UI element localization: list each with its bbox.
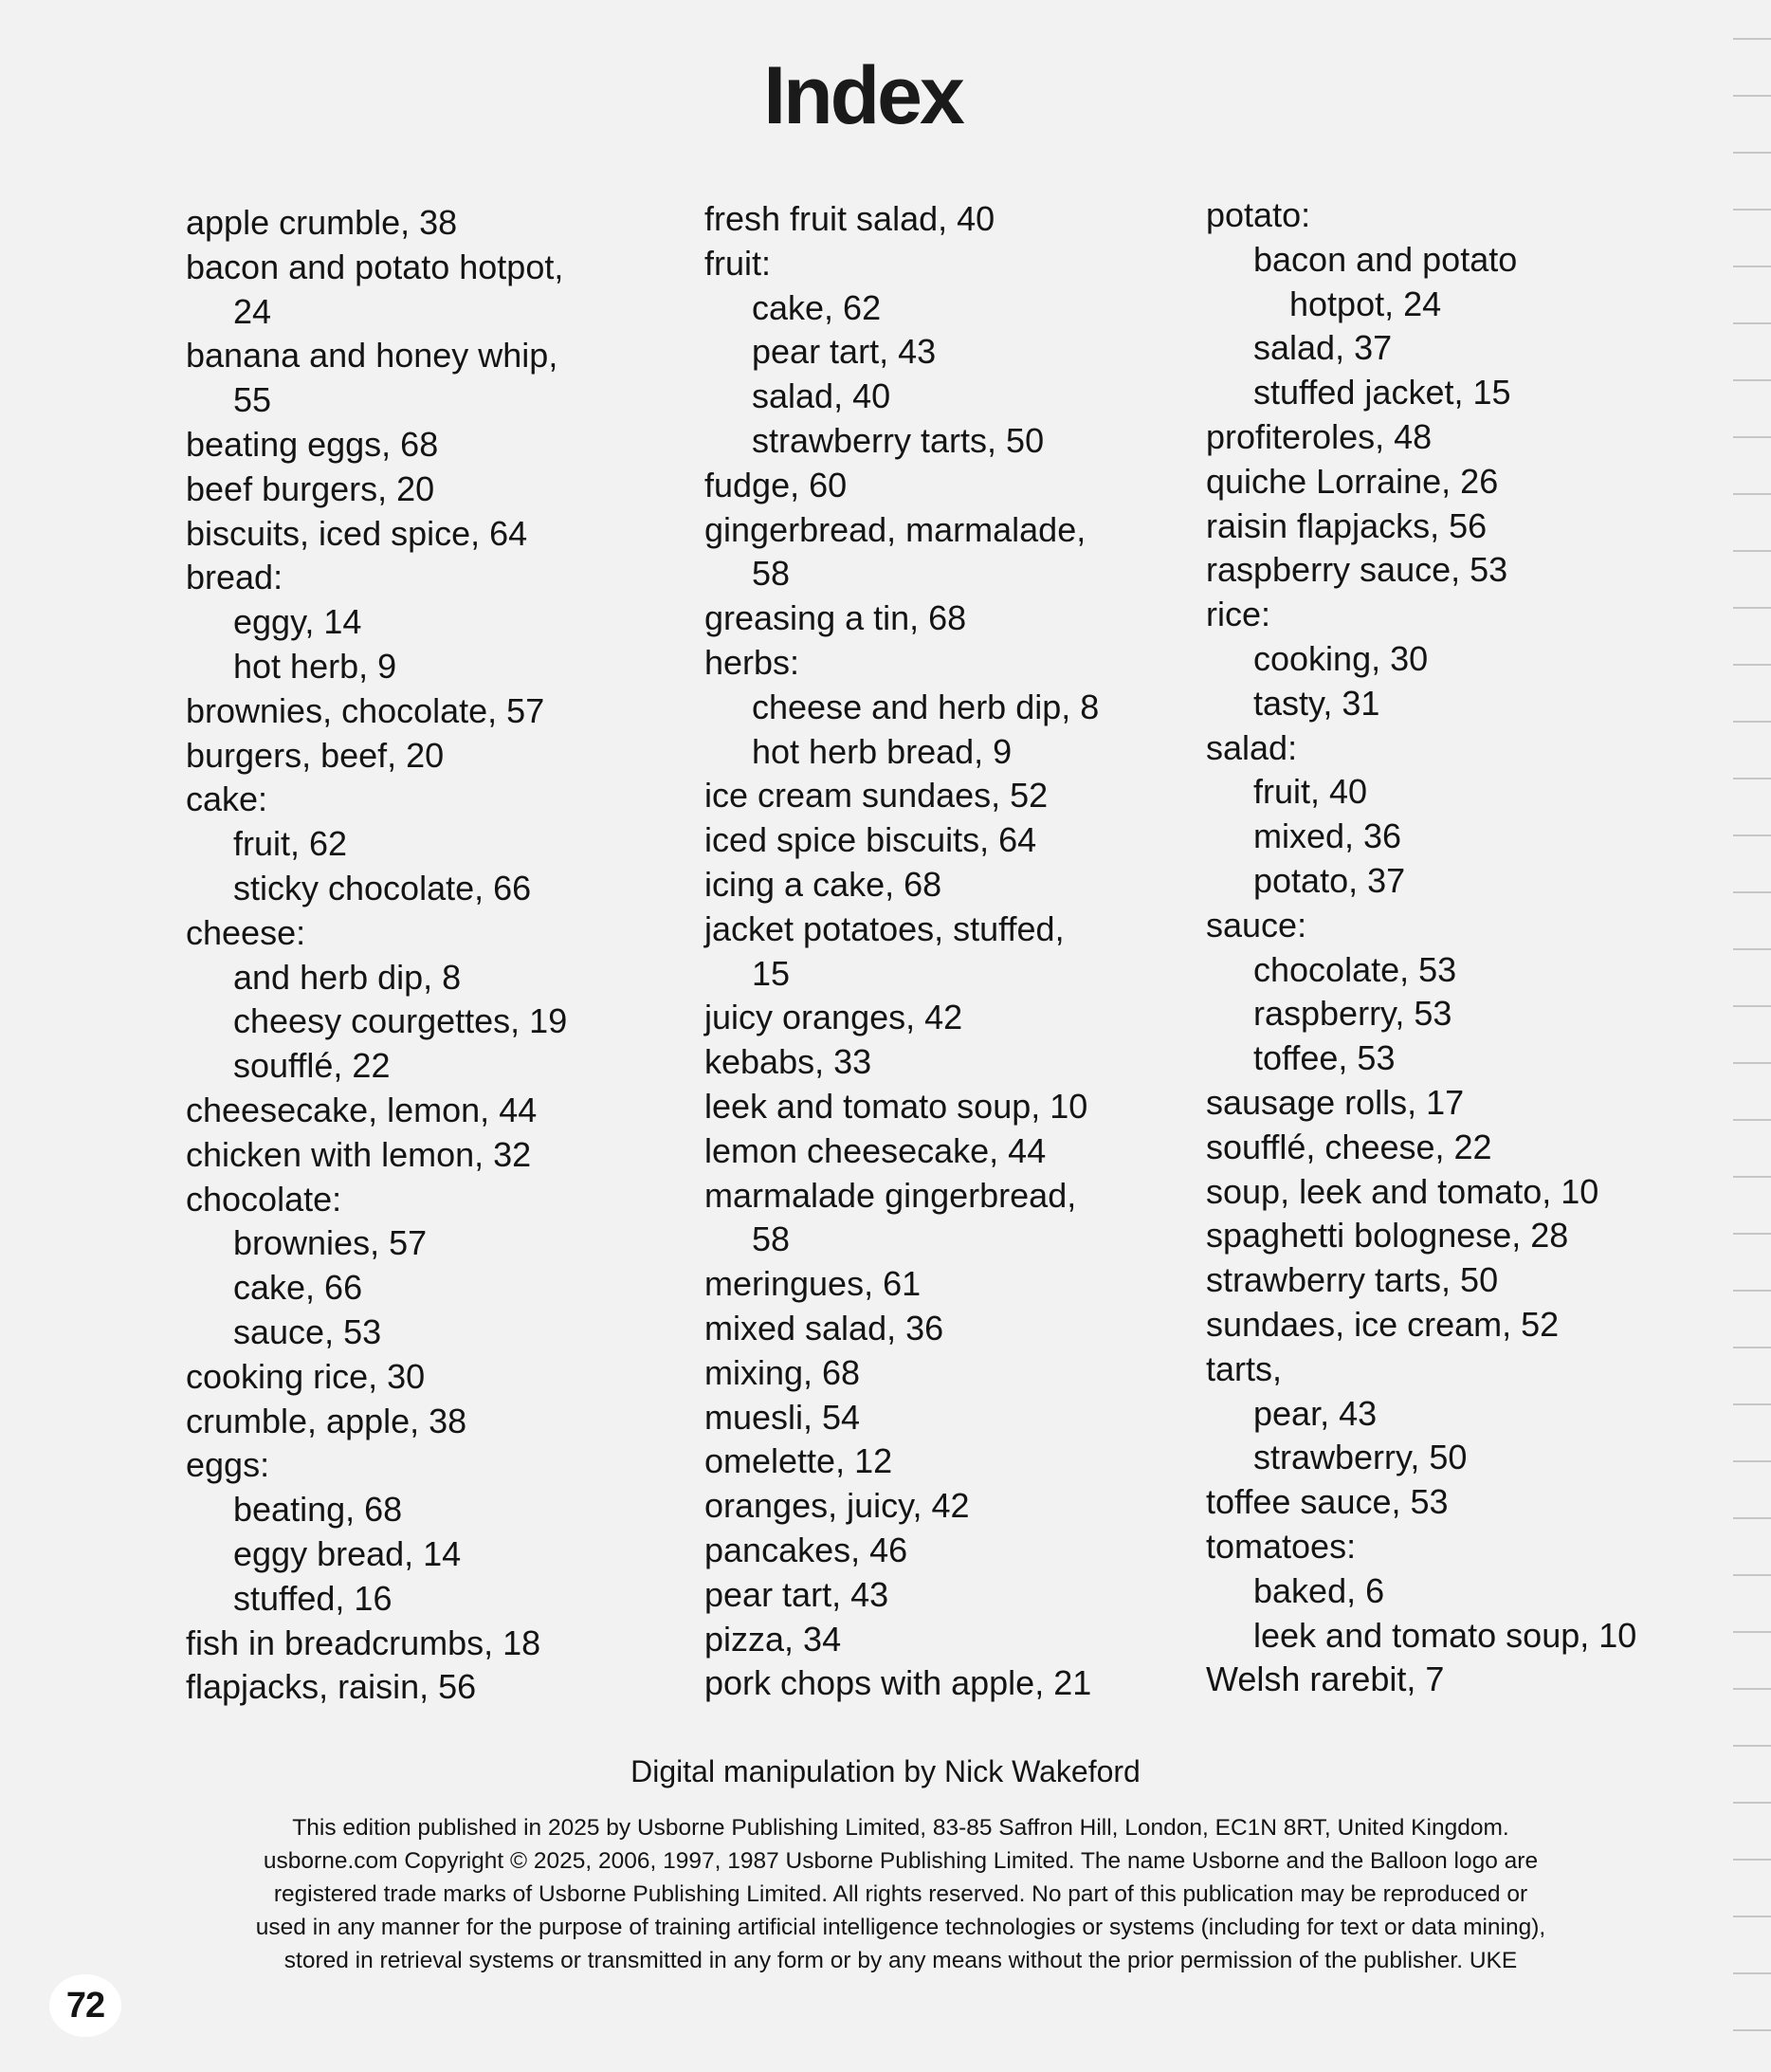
index-entry: cheese: [186, 912, 306, 952]
index-entry: fresh fruit salad, 40 [704, 199, 995, 238]
index-entry: pizza, 34 [704, 1619, 842, 1659]
index-column-2 [704, 197, 1099, 1706]
index-entry: lemon cheesecake, 44 [704, 1130, 1047, 1170]
index-subentry: soufflé, 22 [233, 1046, 391, 1086]
index-entry: brownies, chocolate, 57 [186, 690, 545, 730]
index-entry: spaghetti bolognese, 28 [1206, 1216, 1569, 1256]
legal-line: usborne.com Copyright © 2025, 2006, 1997, 1987 Usborne Publishing Limited. The name Usborne and the Balloon logo are [263, 1848, 1539, 1874]
index-entry: burgers, beef, 20 [186, 735, 445, 775]
index-entry: quiche Lorraine, 26 [1206, 461, 1499, 501]
index-entry: toffee sauce, 53 [1206, 1482, 1449, 1522]
index-entry: soup, leek and tomato, 10 [1206, 1171, 1599, 1211]
index-subentry: 24 [233, 291, 272, 331]
index-entry: rice: [1206, 595, 1271, 634]
index-entry: mixing, 68 [704, 1352, 861, 1392]
index-subentry: raspberry, 53 [1253, 994, 1452, 1034]
index-subentry: pear tart, 43 [752, 332, 937, 372]
credit-line: Digital manipulation by Nick Wakeford [630, 1754, 1141, 1788]
index-entry: omelette, 12 [704, 1441, 893, 1481]
index-entry: bread: [186, 558, 283, 597]
index-entry: kebabs, 33 [704, 1042, 872, 1082]
index-entry: profiteroles, 48 [1206, 416, 1433, 456]
index-entry: tomatoes: [1206, 1526, 1357, 1566]
index-entry: apple crumble, 38 [186, 203, 458, 242]
index-entry: pork chops with apple, 21 [704, 1663, 1092, 1703]
index-entry: gingerbread, marmalade, [704, 509, 1086, 549]
index-subentry: hotpot, 24 [1289, 284, 1442, 323]
index-subentry: fruit, 40 [1253, 772, 1368, 812]
index-entry: eggs: [186, 1445, 270, 1485]
index-entry: fish in breadcrumbs, 18 [186, 1623, 541, 1662]
index-subentry: cake, 62 [752, 287, 882, 327]
index-subentry: mixed, 36 [1253, 816, 1402, 856]
index-subentry: pear, 43 [1253, 1393, 1378, 1433]
index-subentry: hot herb bread, 9 [752, 731, 1013, 771]
index-subentry: sticky chocolate, 66 [233, 868, 532, 908]
index-entry: marmalade gingerbread, [704, 1175, 1077, 1215]
index-entry: potato: [1206, 195, 1311, 234]
index-entry: muesli, 54 [704, 1397, 861, 1437]
index-subentry: bacon and potato [1253, 239, 1518, 279]
index-column-3 [1206, 193, 1636, 1702]
index-subentry: 15 [752, 953, 791, 993]
index-subentry: and herb dip, 8 [233, 957, 462, 997]
index-entry: tarts, [1206, 1348, 1283, 1388]
index-subentry: eggy bread, 14 [233, 1533, 462, 1573]
index-subentry: salad, 40 [752, 376, 891, 416]
index-subentry: cheese and herb dip, 8 [752, 687, 1100, 726]
legal-line: This edition published in 2025 by Usborne Publishing Limited, 83-85 Saffron Hill, London, EC1N 8RT, United Kingdom. [292, 1815, 1509, 1841]
index-entry: meringues, 61 [704, 1264, 922, 1304]
index-entry: cheesecake, lemon, 44 [186, 1090, 538, 1129]
index-entry: herbs: [704, 642, 800, 682]
index-entry: greasing a tin, 68 [704, 598, 967, 638]
index-entry: leek and tomato soup, 10 [704, 1086, 1088, 1126]
index-subentry: potato, 37 [1253, 860, 1406, 900]
index-subentry: sauce, 53 [233, 1311, 382, 1351]
index-subentry: baked, 6 [1253, 1570, 1385, 1610]
index-entry: chicken with lemon, 32 [186, 1134, 532, 1174]
legal-line: stored in retrieval systems or transmitted in any form or by any means without the prior permission of the publisher. UKE [283, 1948, 1518, 1973]
index-subentry: stuffed jacket, 15 [1253, 373, 1511, 413]
index-entry: crumble, apple, 38 [186, 1401, 467, 1440]
index-entry: cooking rice, 30 [186, 1356, 426, 1396]
index-entry: sauce: [1206, 905, 1307, 944]
index-subentry: strawberry tarts, 50 [752, 420, 1045, 460]
index-entry: banana and honey whip, [186, 336, 558, 376]
index-subentry: fruit, 62 [233, 824, 348, 864]
index-entry: raisin flapjacks, 56 [1206, 505, 1488, 545]
index-entry: flapjacks, raisin, 56 [186, 1667, 477, 1707]
index-subentry: 58 [752, 554, 791, 594]
index-subentry: cheesy courgettes, 19 [233, 1001, 568, 1041]
index-subentry: leek and tomato soup, 10 [1253, 1615, 1637, 1655]
index-entry: ice cream sundaes, 52 [704, 776, 1049, 816]
index-entry: fudge, 60 [704, 465, 848, 504]
index-subentry: brownies, 57 [233, 1223, 428, 1263]
index-entry: chocolate: [186, 1179, 342, 1219]
index-subentry: 55 [233, 380, 272, 420]
index-subentry: toffee, 53 [1253, 1038, 1396, 1078]
index-entry: bacon and potato hotpot, [186, 247, 564, 286]
spiral-binding-edge [1733, 0, 1771, 2072]
index-entry: pancakes, 46 [704, 1530, 908, 1569]
index-entry: iced spice biscuits, 64 [704, 820, 1037, 860]
index-entry: raspberry sauce, 53 [1206, 550, 1508, 590]
index-entry: beef burgers, 20 [186, 468, 435, 508]
index-subentry: salad, 37 [1253, 328, 1393, 368]
index-entry: cake: [186, 779, 268, 819]
index-entry: icing a cake, 68 [704, 864, 942, 904]
legal-line: used in any manner for the purpose of training artificial intelligence technologies or systems (including for text or data mining), [255, 1915, 1546, 1940]
index-column-1 [186, 201, 567, 1710]
page-title: Index [763, 50, 962, 141]
page-number: 72 [49, 1974, 121, 2037]
legal-line: registered trade marks of Usborne Publishing Limited. All rights reserved. No part of this publication may be reproduced or [273, 1881, 1528, 1907]
index-entry: strawberry tarts, 50 [1206, 1260, 1499, 1300]
index-subentry: chocolate, 53 [1253, 949, 1457, 989]
index-entry: sundaes, ice cream, 52 [1206, 1304, 1560, 1344]
index-entry: sausage rolls, 17 [1206, 1082, 1465, 1122]
index-subentry: stuffed, 16 [233, 1578, 393, 1618]
index-subentry: hot herb, 9 [233, 646, 397, 686]
index-entry: beating eggs, 68 [186, 424, 439, 464]
index-entry: salad: [1206, 727, 1298, 767]
index-subentry: cooking, 30 [1253, 638, 1429, 678]
index-entry: jacket potatoes, stuffed, [704, 908, 1065, 948]
index-subentry: eggy, 14 [233, 602, 362, 642]
index-subentry: 58 [752, 1219, 791, 1259]
index-entry: fruit: [704, 243, 772, 283]
index-entry: Welsh rarebit, 7 [1206, 1659, 1445, 1699]
index-entry: oranges, juicy, 42 [704, 1486, 970, 1526]
index-entry: soufflé, cheese, 22 [1206, 1127, 1492, 1166]
index-subentry: strawberry, 50 [1253, 1438, 1468, 1477]
index-entry: biscuits, iced spice, 64 [186, 513, 528, 553]
index-entry: mixed salad, 36 [704, 1308, 944, 1348]
index-subentry: cake, 66 [233, 1268, 363, 1308]
index-entry: pear tart, 43 [704, 1574, 889, 1614]
index-entry: juicy oranges, 42 [704, 998, 963, 1037]
copyright-notice [142, 1811, 1659, 1977]
index-subentry: tasty, 31 [1253, 683, 1380, 723]
index-subentry: beating, 68 [233, 1490, 403, 1530]
